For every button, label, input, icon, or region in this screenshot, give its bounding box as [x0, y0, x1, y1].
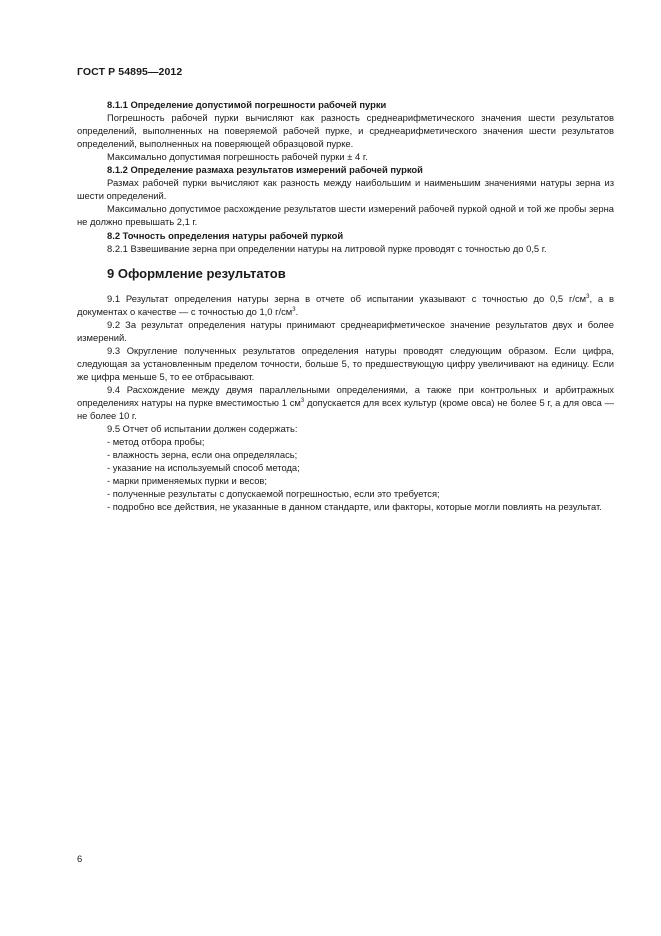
list-item: - подробно все действия, не указанные в данном стандарте, или факторы, которые могли повлиять на результат.	[107, 501, 602, 512]
section-8-1-1-paragraph-2: Максимально допустимая погрешность рабочей пурки ± 4 г.	[107, 151, 368, 162]
superscript-cubic-2: 3	[292, 307, 296, 313]
list-item: - указание на используемый способ метода;	[107, 462, 300, 473]
page-number: 6	[77, 853, 83, 864]
list-item: - полученные результаты с допускаемой погрешностью, если это требуется;	[107, 488, 440, 499]
paragraph-9-3: 9.3 Округление полученных результатов определения натуры проводят следующим образом. Если цифра, следующая за установленным пределом точности, больше 5, то предшествующую цифру увеличивают на единицу. Если же цифра меньше 5, то ее отбрасывают.	[77, 345, 614, 382]
paragraph-9-1	[77, 292, 614, 318]
section-8-1-2-title: 8.1.2 Определение размаха результатов измерений рабочей пуркой	[107, 164, 423, 175]
section-8-2-title: 8.2 Точность определения натуры рабочей пуркой	[107, 230, 344, 241]
paragraph-9-2: 9.2 За результат определения натуры принимают среднеарифметическое значение результатов двух и более измерений.	[77, 319, 614, 343]
document-code-header: ГОСТ Р 54895—2012	[77, 66, 183, 78]
paragraph-9-1-text-c: .	[295, 306, 299, 317]
section-8-2-1-paragraph: 8.2.1 Взвешивание зерна при определении натуры на литровой пурке проводят с точностью до 0,5 г.	[107, 243, 547, 254]
section-8-1-1-title: 8.1.1 Определение допустимой погрешности рабочей пурки	[107, 99, 387, 110]
paragraph-9-1-text-a: 9.1 Результат определения натуры зерна в отчете об испытании указывают с точностью до 0,5 г/см	[107, 293, 587, 304]
section-8-1-2-paragraph-1: Размах рабочей пурки вычисляют как разность между наибольшим и наименьшим значениями натуры зерна из шести определений.	[77, 177, 614, 201]
paragraph-9-4-text-a: 9.4 Расхождение между двумя параллельными определениями, а также при контрольных и арбитражных определениях натуры на пурке вместимостью 1 см	[77, 384, 614, 408]
document-body	[77, 98, 614, 513]
list-item: - марки применяемых пурки и весов;	[107, 475, 268, 486]
paragraph-9-4-text-b: допускается для всех культур (кроме овса) не более 5 г, а для овса — не более 10 г.	[77, 397, 614, 421]
list-item: - метод отбора пробы;	[107, 436, 205, 447]
section-8-1-1-paragraph-1: Погрешность рабочей пурки вычисляют как разность среднеарифметического значения шести результатов определений, выполненных на поверяемой рабочей пурке, и среднеарифметического значения шести результатов определений, выполненных на поверяющей образцовой пурке.	[77, 112, 614, 149]
paragraph-9-1-text-b: , а в документах о качестве — с точностью до 1,0 г/см	[77, 293, 614, 317]
list-item: - влажность зерна, если она определялась;	[107, 449, 298, 460]
paragraph-9-5: 9.5 Отчет об испытании должен содержать:	[107, 423, 298, 434]
paragraph-9-4	[77, 383, 614, 422]
superscript-cubic-1: 3	[586, 294, 590, 300]
section-8-1-2-paragraph-2: Максимально допустимое расхождение результатов шести измерений рабочей пуркой одной и той же пробы зерна не должно превышать 2,1 г.	[77, 203, 614, 227]
superscript-cubic-3: 3	[300, 398, 305, 404]
section-9-title: 9 Оформление результатов	[107, 266, 286, 281]
